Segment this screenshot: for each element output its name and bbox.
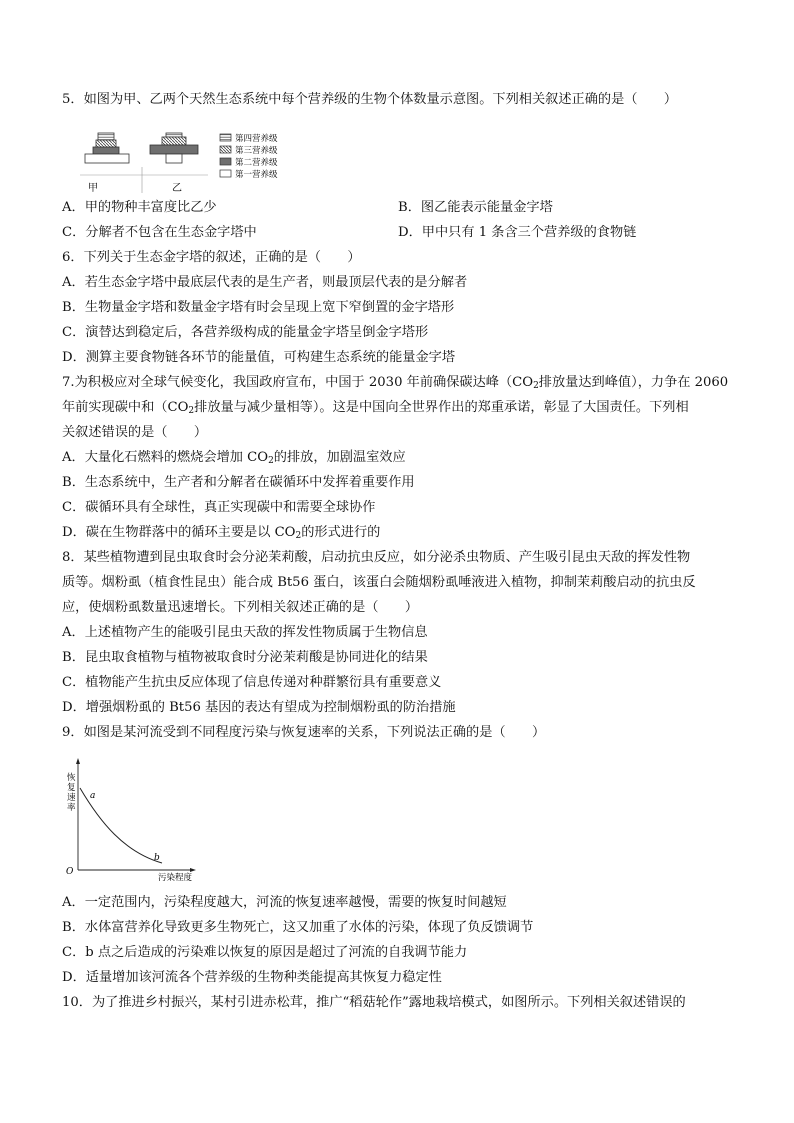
q10-stem: 10．为了推进乡村振兴，某村引进赤松茸，推广“稻菇轮作”露地栽培模式，如图所示。下列相关叙述错误的 [62, 995, 686, 1010]
jia-level-3 [96, 140, 116, 147]
yi-level-4 [166, 133, 182, 137]
q5-option-c: C．分解者不包含在生态金字塔中 [62, 225, 257, 240]
q5-stem: 5．如图为甲、乙两个天然生态系统中每个营养级的生物个体数量示意图。下列相关叙述正确的是（ ） [62, 92, 678, 107]
label-jia: 甲 [88, 183, 98, 193]
q9-option-c: C．b 点之后造成的污染难以恢复的原因是超过了河流的自我调节能力 [62, 945, 468, 960]
q8-option-c: C．植物能产生抗虫反应体现了信息传递对种群繁衍具有重要意义 [62, 675, 442, 690]
q8-option-d: D．增强烟粉虱的 Bt56 基因的表达有望成为控制烟粉虱的防治措施 [62, 700, 456, 715]
point-b-label: b [154, 853, 160, 863]
ylabel-char-3: 速 [67, 793, 76, 803]
q9-option-a: A．一定范围内，污染程度越大，河流的恢复速率越慢，需要的恢复时间越短 [62, 895, 507, 910]
x-axis-arrow [190, 868, 196, 872]
point-a-label: a [90, 791, 96, 801]
q7-stem-line-2: 年前实现碳中和（$CO_2$排放量与减少量相等）。这是中国向全世界作出的郑重承诺，彰显了大国责任。下列相 [62, 400, 689, 416]
legend-1: 第一营养级 [235, 170, 278, 180]
y-axis-arrow [76, 758, 80, 764]
label-yi: 乙 [172, 183, 182, 193]
jia-level-2 [93, 147, 119, 154]
ylabel-char-2: 复 [67, 783, 76, 793]
q9-recovery-graph [66, 756, 198, 882]
q9-stem: 9．如图是某河流受到不同程度污染与恢复速率的关系，下列说法正确的是（ ） [62, 725, 546, 740]
q8-stem-line-1: 8．某些植物遭到昆虫取食时会分泌茉莉酸，启动抗虫反应，如分泌杀虫物质、产生吸引昆虫天敌的挥发性物 [62, 550, 691, 565]
q7-option-d: D．碳在生物群落中的循环主要是以 $CO_2$的形式进行的 [62, 525, 381, 541]
q8-option-b: B．昆虫取食植物与植物被取食时分泌茉莉酸是协同进化的结果 [62, 650, 428, 665]
q8-option-a: A．上述植物产生的能吸引昆虫天敌的挥发性物质属于生物信息 [62, 625, 428, 640]
q5-option-b: B．图乙能表示能量金字塔 [398, 200, 553, 215]
q5-option-d: D．甲中只有 1 条含三个营养级的食物链 [398, 225, 637, 240]
pyramid-jia [85, 133, 129, 163]
q6-option-c: C．演替达到稳定后，各营养级构成的能量金字塔呈倒金字塔形 [62, 325, 429, 340]
legend-3: 第三营养级 [235, 146, 278, 156]
q8-stem-line-3: 应，使烟粉虱数量迅速增长。下列相关叙述正确的是（ ） [62, 600, 419, 615]
xlabel: 污染程度 [158, 873, 193, 882]
q6-option-d: D．测算主要食物链各环节的能量值，可构建生态系统的能量金字塔 [62, 350, 456, 365]
q9-option-d: D．适量增加该河流各个营养级的生物种类能提高其恢复力稳定性 [62, 970, 442, 985]
yi-level-1 [166, 154, 182, 163]
jia-level-4 [98, 133, 114, 140]
q7-stem-line-3: 关叙述错误的是（ ） [62, 425, 208, 440]
q6-stem: 6．下列关于生态金字塔的叙述，正确的是（ ） [62, 250, 361, 265]
q5-pyramid-figure [76, 131, 308, 193]
q9-option-b: B．水体富营养化导致更多生物死亡，这又加重了水体的污染，体现了负反馈调节 [62, 920, 534, 935]
yi-level-2 [150, 145, 198, 154]
ylabel-char-4: 率 [67, 803, 76, 813]
jia-level-1 [85, 154, 129, 163]
legend-4: 第四营养级 [235, 134, 278, 144]
q7-option-b: B．生态系统中，生产者和分解者在碳循环中发挥着重要作用 [62, 475, 415, 490]
q5-legend [220, 133, 278, 180]
q7-option-c: C．碳循环具有全球性，真正实现碳中和需要全球协作 [62, 500, 376, 515]
q5-option-a: A．甲的物种丰富度比乙少 [62, 200, 217, 215]
origin-label: O [66, 867, 74, 877]
q7-stem-line-1: 7.为积极应对全球气候变化，我国政府宣布，中国于 2030 年前确保碳达峰（$CO_2$排放量达到峰值），力争在 2060 [62, 375, 729, 391]
q8-stem-line-2: 质等。烟粉虱（植食性昆虫）能合成 Bt56 蛋白，该蛋白会随烟粉虱唾液进入植物，抑制茉莉酸启动的抗虫反 [62, 575, 696, 590]
legend-2: 第二营养级 [235, 158, 278, 168]
q7-option-a: A．大量化石燃料的燃烧会增加 $CO_2$的排放，加剧温室效应 [62, 450, 406, 466]
q6-option-b: B．生物量金字塔和数量金字塔有时会呈现上宽下窄倒置的金字塔形 [62, 300, 455, 315]
yi-level-3 [162, 137, 186, 145]
pyramid-yi [150, 133, 198, 163]
ylabel-char-1: 恢 [67, 773, 76, 783]
q6-option-a: A．若生态金字塔中最底层代表的是生产者，则最顶层代表的是分解者 [62, 275, 468, 290]
